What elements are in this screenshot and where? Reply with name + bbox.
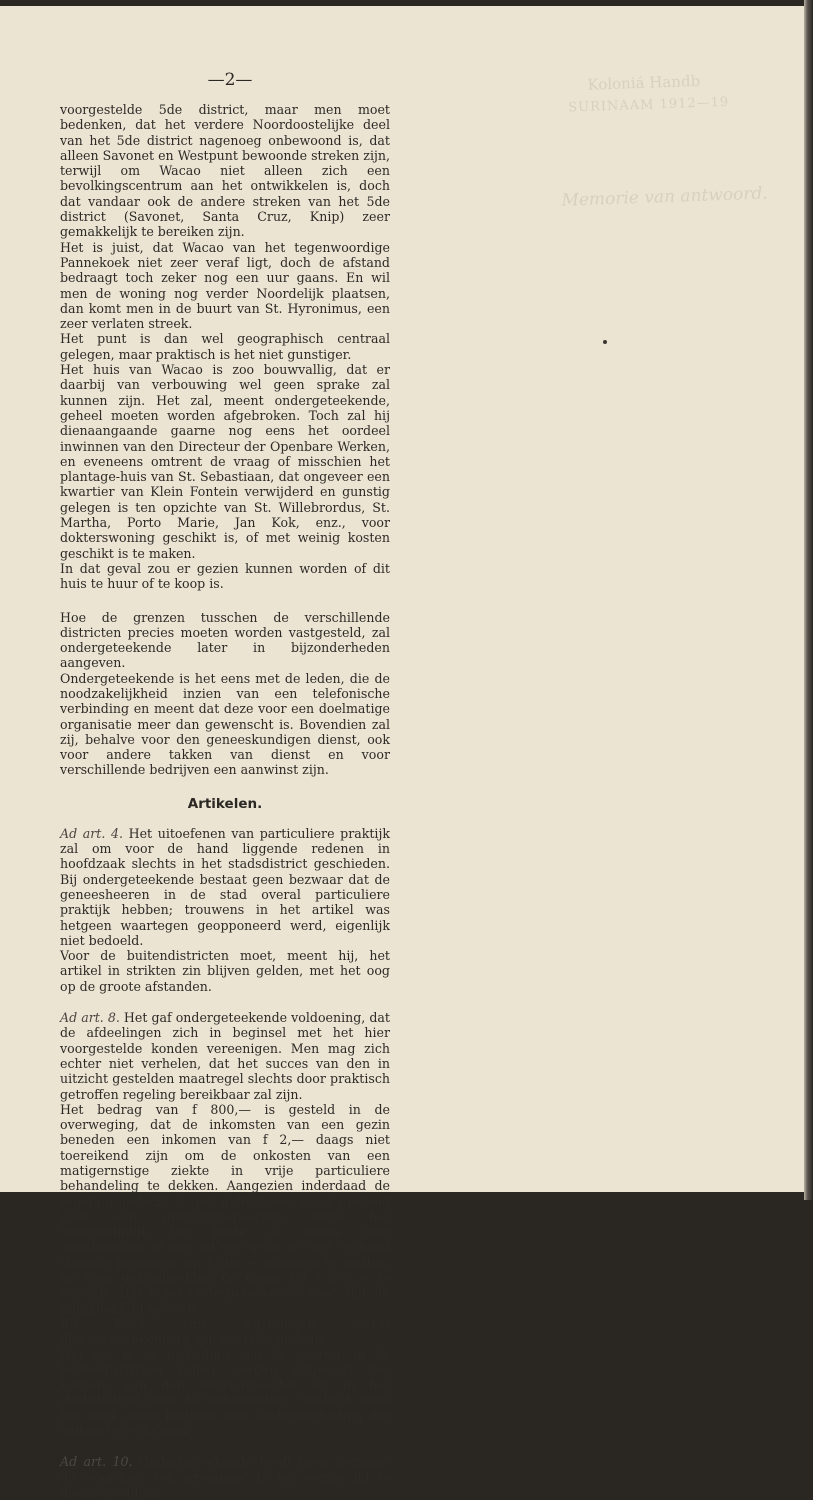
paragraph: Het ligt in de bedoeling, dat de kaarten in de buitendistricten zullen worden uitgereikt ten kantore van den districtmeester en in het stadsdistrict door de wijkmeesters; wellicht ware het werk dezer laatsten door onderverdeeling der wijken te verlichten. [60,1346,390,1439]
article-paragraph [60,826,390,948]
paragraph: Hoe de grenzen tusschen de verschillende districten precies moeten worden vastgesteld, zal ondergeteekende later in bijzonderheden aangeven. [60,609,390,671]
article-ref: Ad art. 8. [60,1010,120,1026]
paragraph: Het punt is dan wel geographisch centraal gelegen, maar praktisch is het niet gunstiger. [60,331,390,362]
article-ref: Ad art. 4. [60,825,123,841]
document-page [0,6,804,1500]
spacer [60,994,390,1010]
spacer [60,1438,390,1454]
article-paragraph [60,1454,390,1500]
paragraph: Ondergeteekende is het eens met de leden, die de noodzakelijkheid inzien van een telefonische verbinding en meent dat deze voor een doelmatige organisatie meer dan gewenscht is. Bovendien zal zij, behalve voor den geneeskundigen dienst, ook voor andere takken van dienst en voor verschillende bedrijven een aanwinst zijn. [60,670,390,778]
article-ref: Ad art. 10. [60,1454,133,1470]
spacer [60,592,390,610]
paragraph: Het bedrag van f 800,— is gesteld in de overweging, dat de inkomsten van een gezin beneden een inkomen van f 2,— daags niet toereikend zijn om de onkosten van een matigernstige ziekte in vrije particuliere behandeling te dekken. Aangezien inderdaad de regeling gedacht is niet individueel, maar geldend voor een gezinsgroepeering, ware het waarschijnlijk het beste de grens voor ongehuwden, of niet tot een gezin in vast verband staande personen, op f 600,— inkomen te stellen, en voor gezinshoofden de grens bij f 800,— te houden. Het komt ondergeteekende voor, dat de billijkheid dit gebiedt. [60,1101,390,1316]
paragraph: Het is juist, dat Wacao van het tegenwoordige Pannekoek niet zeer veraf ligt, doch de afstand bedraagt toch zeker nog een uur gaans. En wil men de woning nog verder Noordelijk plaatsen, dan komt men in de buurt van St. Hyronimus, een zeer verlaten streek. [60,239,390,332]
paragraph: Bij Nota van wijzigingen wordt dienovereenkomstig een voorstel gedaan. [60,1315,390,1347]
show-through-text [467,50,813,262]
ghost-line-1: Koloniá Handb [587,71,701,94]
section-heading: Artikelen. [187,795,263,812]
paragraph: In dat geval zou er gezien kunnen worden of dit huis te huur of te koop is. [60,560,390,592]
article-text: Het gaf ondergeteekende voldoening, dat de afdeelingen zich in beginsel met het hier voorgestelde konden vereenigen. Men mag zich echter niet verhelen, dat het succes van den in uitzicht gestelden maatregel slechts door praktisch getroffen regeling bereikbaar zal zijn. [60,1010,390,1102]
article-10 [60,1454,390,1500]
page-edge-shadow [804,0,813,1200]
intro-section [60,102,390,592]
article-8 [60,1010,390,1438]
page-number: —2— [207,70,253,90]
document-body [60,102,390,1500]
paper-speck [603,340,607,344]
middle-section [60,610,390,778]
paragraph: Het huis van Wacao is zoo bouwvallig, dat er daarbij van verbouwing wel geen sprake zal kunnen zijn. Het zal, meent ondergeteekende, geheel moeten worden afgebroken. Toch zal hij dienaangaande gaarne nog eens het oordeel inwinnen van den Directeur der Openbare Werken, en eveneens omtrent de vraag of misschien het plantage-huis van St. Sebastiaan, dat ongeveer een kwartier van Klein Fontein verwijderd en gunstig gelegen is ten opzichte van St. Willebrordus, St. Martha, Porto Marie, Jan Kok, enz., voor dokterswoning geschikt is, of met weinig kosten geschikt is te maken. [60,362,390,561]
article-text: Ondergeteekende heeft geen bezwaar de woorden „ten strengste” in het eerste lid te doen vervallen. [60,1454,390,1500]
article-text: Het uitoefenen van particuliere praktijk zal om voor de hand liggende redenen in hoofdzaak slechts in het stadsdistrict geschieden. Bij ondergeteekende bestaat geen bezwaar dat de geneesheeren in de stad overal particuliere praktijk hebben; trouwens in het artikel was hetgeen waartegen geopponeerd werd, eigenlijk niet bedoeld. [60,825,390,948]
ghost-line-3: Memorie van antwoord. [561,183,769,211]
paragraph: voorgestelde 5de district, maar men moet bedenken, dat het verdere Noordoostelijke deel van het 5de district nagenoeg onbewoond is, dat alleen Savonet en Westpunt bewoonde streken zijn, terwijl om Wacao niet alleen zich een bevolkingscentrum aan het ontwikkelen is, doch dat vandaar ook de andere streken van het 5de district (Savonet, Santa Cruz, Knip) zeer gemakkelijk te bereiken zijn. [60,102,390,240]
ghost-line-2: SURINAAM 1912—19 [568,94,730,116]
article-paragraph [60,1010,390,1102]
article-4 [60,826,390,994]
paragraph: Voor de buitendistricten moet, meent hij, het artikel in strikten zin blijven gelden, met het oog op de groote afstanden. [60,948,390,994]
